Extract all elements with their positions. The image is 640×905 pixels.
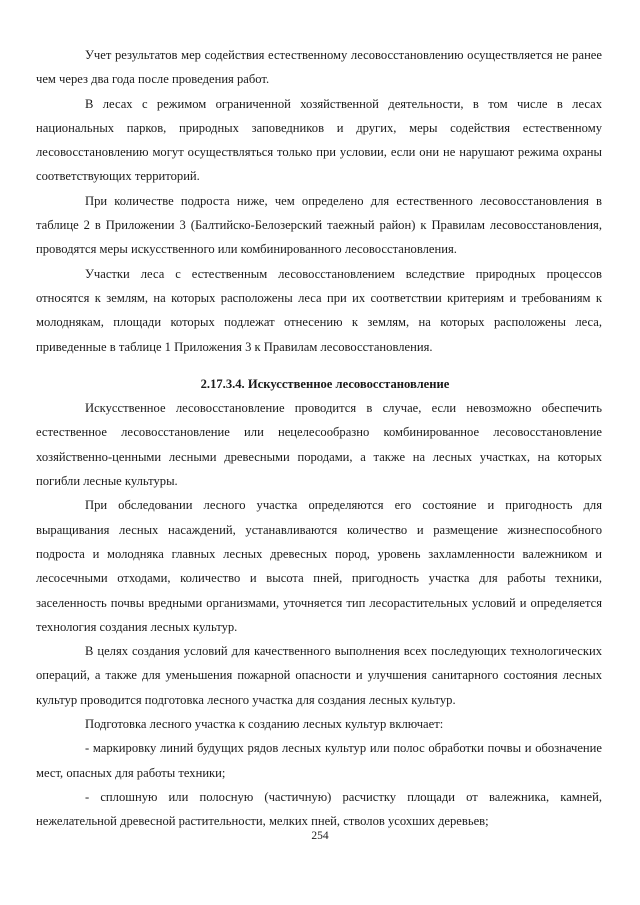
- paragraph-preparation-includes: Подготовка лесного участка к созданию лесных культур включает:: [85, 717, 444, 732]
- paragraph-restricted-forests: В лесах с режимом ограниченной хозяйственной деятельности, в том числе в лесах национальных парков, природных заповедников и других, меры содействия естественному лесовосстановлению могут осуществляться только при условии, если они не нарушают режима охраны соответствующих территорий.: [36, 96, 602, 184]
- paragraph-site-preparation-purpose: В целях создания условий для качественного выполнения всех последующих технологических операций, а также для уменьшения пожарной опасности и улучшения санитарного состояния лесных культур проводится подготовка лесного участка для создания лесных культур.: [36, 644, 602, 707]
- paragraph-plot-survey: При обследовании лесного участка определяются его состояние и пригодность для выращивания лесных насаждений, устанавливаются количество и размещение жизнеспособного подроста и молодняка главных лесных древесных пород, уровень захламленности валежником и лесосечными отходами, количество и высота пней, пригодность участка для работы техники, заселенность почвы вредными организмами, уточняется тип лесорастительных условий и определяется технология создания лесных культур.: [36, 498, 602, 634]
- page-number: 254: [311, 830, 329, 842]
- paragraph-accounting-results: Учет результатов мер содействия естественному лесовосстановлению осуществляется не ранее чем через два года после проведения работ.: [36, 48, 602, 87]
- paragraph-undergrowth-quantity: При количестве подроста ниже, чем определено для естественного лесовосстановления в таблице 2 в Приложении 3 (Балтийско-Белозерский таежный район) к Правилам лесовосстановления, проводятся меры искусственного или комбинированного лесовосстановления.: [36, 193, 602, 257]
- paragraph-artificial-reforestation: Искусственное лесовосстановление проводится в случае, если невозможно обеспечить естественное лесовосстановление или нецелесообразно комбинированное лесовосстановление хозяйственно-ценными лесными древесными породами, а также на лесных участках, на которых погибли лесные культуры.: [36, 401, 602, 489]
- document-page: [36, 43, 602, 834]
- paragraph-natural-regeneration-plots: Участки леса с естественным лесовосстановлением вследствие природных процессов относятся к землям, на которых расположены леса при их соответствии критериям и требованиям к молоднякам, площади которых подлежат отнесению к землям, на которых расположены леса, приведенные в таблице 1 Приложения 3 к Правилам лесовосстановления.: [36, 266, 602, 354]
- section-heading: 2.17.3.4. Искусственное лесовосстановление: [200, 376, 450, 391]
- list-item-marking: - маркировку линий будущих рядов лесных культур или полос обработки почвы и обозначение мест, опасных для работы техники;: [36, 741, 602, 780]
- list-item-clearing: - сплошную или полосную (частичную) расчистку площади от валежника, камней, нежелательной древесной растительности, мелких пней, стволов усохших деревьев;: [36, 789, 602, 829]
